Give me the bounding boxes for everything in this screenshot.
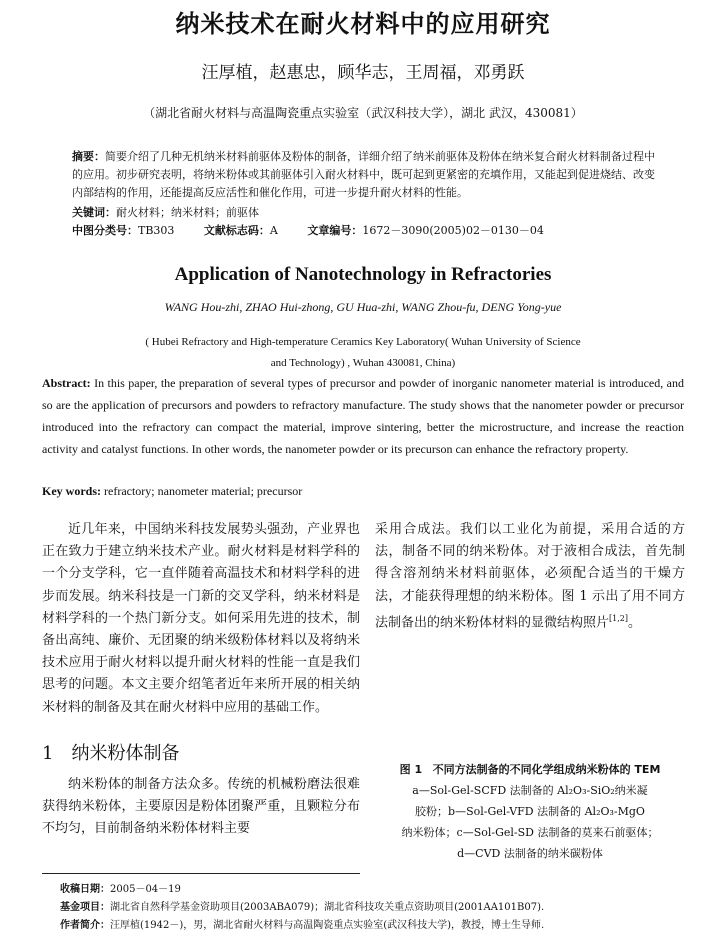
abstract-en	[42, 372, 684, 460]
affiliation-en-line2: and Technology) , Wuhan 430081, China)	[270, 357, 456, 369]
figure-caption-line4: 纳米粉体；c—Sol-Gel-SD 法制备的莫来石前驱体；	[401, 826, 659, 839]
keywords-en-label: Key words:	[42, 484, 101, 498]
fund-text: 湖北省自然科学基金资助项目(2003ABA079)；湖北省科技攻关重点资助项目(2001AA101B07).	[110, 902, 545, 913]
footnote-received	[60, 881, 700, 898]
affiliation-en	[0, 332, 726, 374]
body-paragraph: 纳米粉体的制备方法众多。传统的机械粉磨法很难获得纳米粉体，主要原因是粉体团聚严重，且颗粒分布不均匀，目前制备纳米粉体材料主要	[42, 777, 360, 837]
keywords-en	[42, 480, 684, 502]
body-text-end: 。	[627, 615, 641, 631]
body-paragraph: 近几年来，中国纳米科技发展势头强劲，产业界也正在致力于建立纳米技术产业。耐火材料是材料学科的一个分支学科，它一直伴随着高温技术和材料学科的进步而发展。纳米科技是一门新的交叉学科，纳米材料是材料学科的一个热门新分支。如何采用先进的技术，制备出高纯、廉价、无团聚的纳米级粉体材料以及将纳米技术应用于耐火材料以提升耐火材料的性能一直是我们思考的问题。本文主要介绍笔者近年来所开展的相关纳米材料的制备及其在耐火材料中应用的基础工作。	[42, 522, 360, 715]
body-text: 采用合成法。我们以工业化为前提，采用合适的方法，制备不同的纳米粉体。对于液相合成法，首先制得含溶剂纳米材料前驱体，必须配合适当的干燥方法，才能获得理想的纳米粉体。图 1 示出了用不同方法制备出的纳米粉体材料的显微结构照片	[375, 522, 685, 631]
classification-line	[72, 222, 662, 240]
figure-caption-line1: 不同方法制备的不同化学组成纳米粉体的 TEM	[432, 763, 661, 776]
received-label: 收稿日期：	[60, 884, 110, 895]
body-left-column	[42, 519, 360, 719]
affiliation-en-line1: ( Hubei Refractory and High-temperature Ceramics Key Laboratory( Wuhan University of Science	[145, 336, 581, 348]
doc-code-value: A	[269, 224, 278, 237]
keywords-cn-text: 耐火材料；纳米材料；前驱体	[116, 206, 259, 219]
affiliation-cn: （湖北省耐火材料与高温陶瓷重点实验室（武汉科技大学），湖北 武汉，430081）	[143, 106, 583, 120]
body-left-column-2	[42, 774, 360, 841]
keywords-en-text: refractory; nanometer material; precursor	[101, 484, 303, 498]
figure-label: 图 1	[399, 763, 423, 776]
authors-en: WANG Hou-zhi, ZHAO Hui-zhong, GU Hua-zhi, WANG Zhou-fu, DENG Yong-yue	[164, 300, 562, 314]
clc-value: TB303	[138, 224, 175, 237]
footnote-divider	[42, 873, 360, 874]
authors-cn: 汪厚植，赵惠忠，顾华志，王周福，邓勇跃	[201, 63, 525, 83]
citation-ref: [1,2]	[609, 613, 628, 623]
figure-caption	[375, 759, 685, 864]
clc-label: 中图分类号：	[72, 224, 138, 237]
body-right-column	[375, 519, 685, 634]
received-date: 2005－04－19	[110, 884, 181, 895]
article-no-value: 1672－3090(2005)02－0130－04	[362, 224, 544, 237]
abstract-cn-text: 简要介绍了几种无机纳米材料前驱体及粉体的制备，详细介绍了纳米前驱体及粉体在纳米复合耐火材料制备过程中的应用。初步研究表明，将纳米粉体或其前驱体引入耐火材料中，既可起到更紧密的充填作用，又能起到促进烧结、改变内部结构的作用，还能提高反应活性和催化作用，可进一步提升耐火材料的性能。	[72, 150, 655, 199]
article-no-label: 文章编号：	[307, 224, 363, 237]
abstract-en-label: Abstract:	[42, 376, 91, 390]
body-paragraph	[375, 519, 685, 634]
fund-label: 基金项目：	[60, 902, 110, 913]
doc-code-label: 文献标志码：	[203, 224, 270, 237]
figure-caption-line2: a—Sol-Gel-SCFD 法制备的 Al₂O₃-SiO₂纳米凝	[412, 784, 648, 797]
bio-label: 作者简介：	[60, 920, 110, 931]
section-heading: 1 纳米粉体制备	[42, 743, 180, 764]
abstract-cn-label: 摘要：	[72, 150, 105, 163]
figure-caption-line3: 胶粉；b—Sol-Gel-VFD 法制备的 Al₂O₃-MgO	[415, 805, 645, 818]
paper-title-en: Application of Nanotechnology in Refractories	[174, 264, 552, 285]
paper-title-cn: 纳米技术在耐火材料中的应用研究	[175, 9, 551, 38]
abstract-cn	[72, 148, 662, 202]
figure-caption-line5: d—CVD 法制备的纳米碳粉体	[457, 847, 603, 860]
footnote-bio	[60, 917, 700, 934]
figure-caption-title	[375, 759, 685, 780]
bio-text: 汪厚植(1942－)，男，湖北省耐火材料与高温陶瓷重点实验室(武汉科技大学)，教授，博士生导师.	[110, 920, 545, 931]
abstract-en-text: In this paper, the preparation of several types of precursor and powder of inorganic nanometer material is introduced, and so are the application of precursors and powders to refractory manufacture. The study shows that the nanometer powder or precursor introduced into the refractory can compact the material, improve sintering, better the microstructure, and increase the reaction activity and catalyst functions. In other words, the nanometer powder or its precurson can enhance the refractory property.	[42, 376, 684, 456]
keywords-cn-label: 关键词：	[72, 206, 116, 219]
keywords-cn	[72, 204, 662, 222]
footnote-fund	[60, 899, 700, 916]
